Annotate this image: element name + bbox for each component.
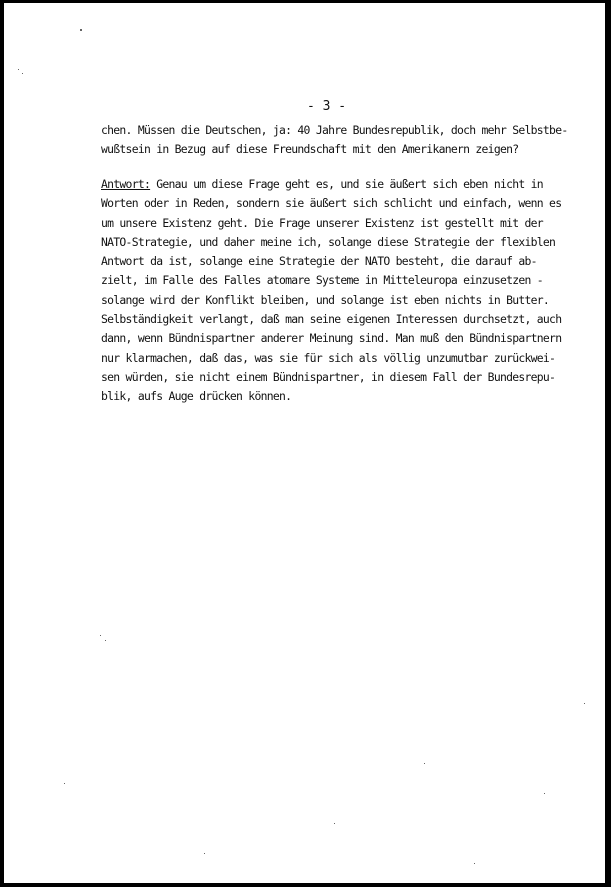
paragraph-answer: [101, 175, 561, 407]
scan-speck: [18, 69, 19, 70]
text-line: Selbständigkeit verlangt, daß man seine eigenen Interessen durchsetzt, auch: [101, 312, 562, 327]
scan-speck: [544, 793, 545, 794]
page-number: - 3 -: [307, 99, 347, 114]
scan-speck: [80, 29, 82, 31]
document-page: [4, 3, 605, 883]
scan-speck: [584, 703, 585, 704]
scan-speck: [424, 763, 425, 764]
text-line: chen. Müssen die Deutschen, ja: 40 Jahre Bundesrepublik, doch mehr Selbstbe-: [101, 123, 568, 137]
scan-speck: [64, 783, 65, 784]
answer-label: Antwort:: [101, 177, 151, 191]
text-line: [101, 175, 561, 194]
scan-speck: [105, 640, 106, 641]
text-line: nur klarmachen, daß das, was sie für sich als völlig unzumutbar zurückwei-: [101, 350, 556, 365]
scan-speck: [22, 73, 23, 74]
text-line: Worten oder in Reden, sondern sie äußert sich schlicht und einfach, wenn es: [101, 196, 562, 211]
text-line: zielt, im Falle des Falles atomare Systeme in Mitteleuropa einzusetzen -: [101, 273, 543, 288]
text-line: um unsere Existenz geht. Die Frage unserer Existenz ist gestellt mit der: [101, 215, 543, 230]
scan-speck: [204, 853, 205, 854]
paragraph-question: [101, 121, 567, 160]
answer-first-line: Genau um diese Frage geht es, und sie äußert sich eben nicht in: [150, 177, 543, 191]
scan-speck: [474, 863, 475, 864]
text-line: blik, aufs Auge drücken können.: [101, 389, 292, 404]
text-line: wußtsein in Bezug auf diese Freundschaft mit den Amerikanern zeigen?: [101, 142, 519, 157]
text-line: NATO-Strategie, und daher meine ich, solange diese Strategie der flexiblen: [101, 234, 556, 249]
text-line: Antwort da ist, solange eine Strategie der NATO besteht, die darauf ab-: [101, 254, 537, 269]
scan-speck: [100, 635, 101, 636]
scan-speck: [334, 823, 335, 824]
text-line: dann, wenn Bündnispartner anderer Meinung sind. Man muß den Bündnispartnern: [101, 331, 562, 346]
text-line: sen würden, sie nicht einem Bündnispartner, in diesem Fall der Bundesrepu-: [101, 369, 556, 384]
text-line: solange wird der Konflikt bleiben, und solange ist eben nichts in Butter.: [101, 292, 550, 307]
